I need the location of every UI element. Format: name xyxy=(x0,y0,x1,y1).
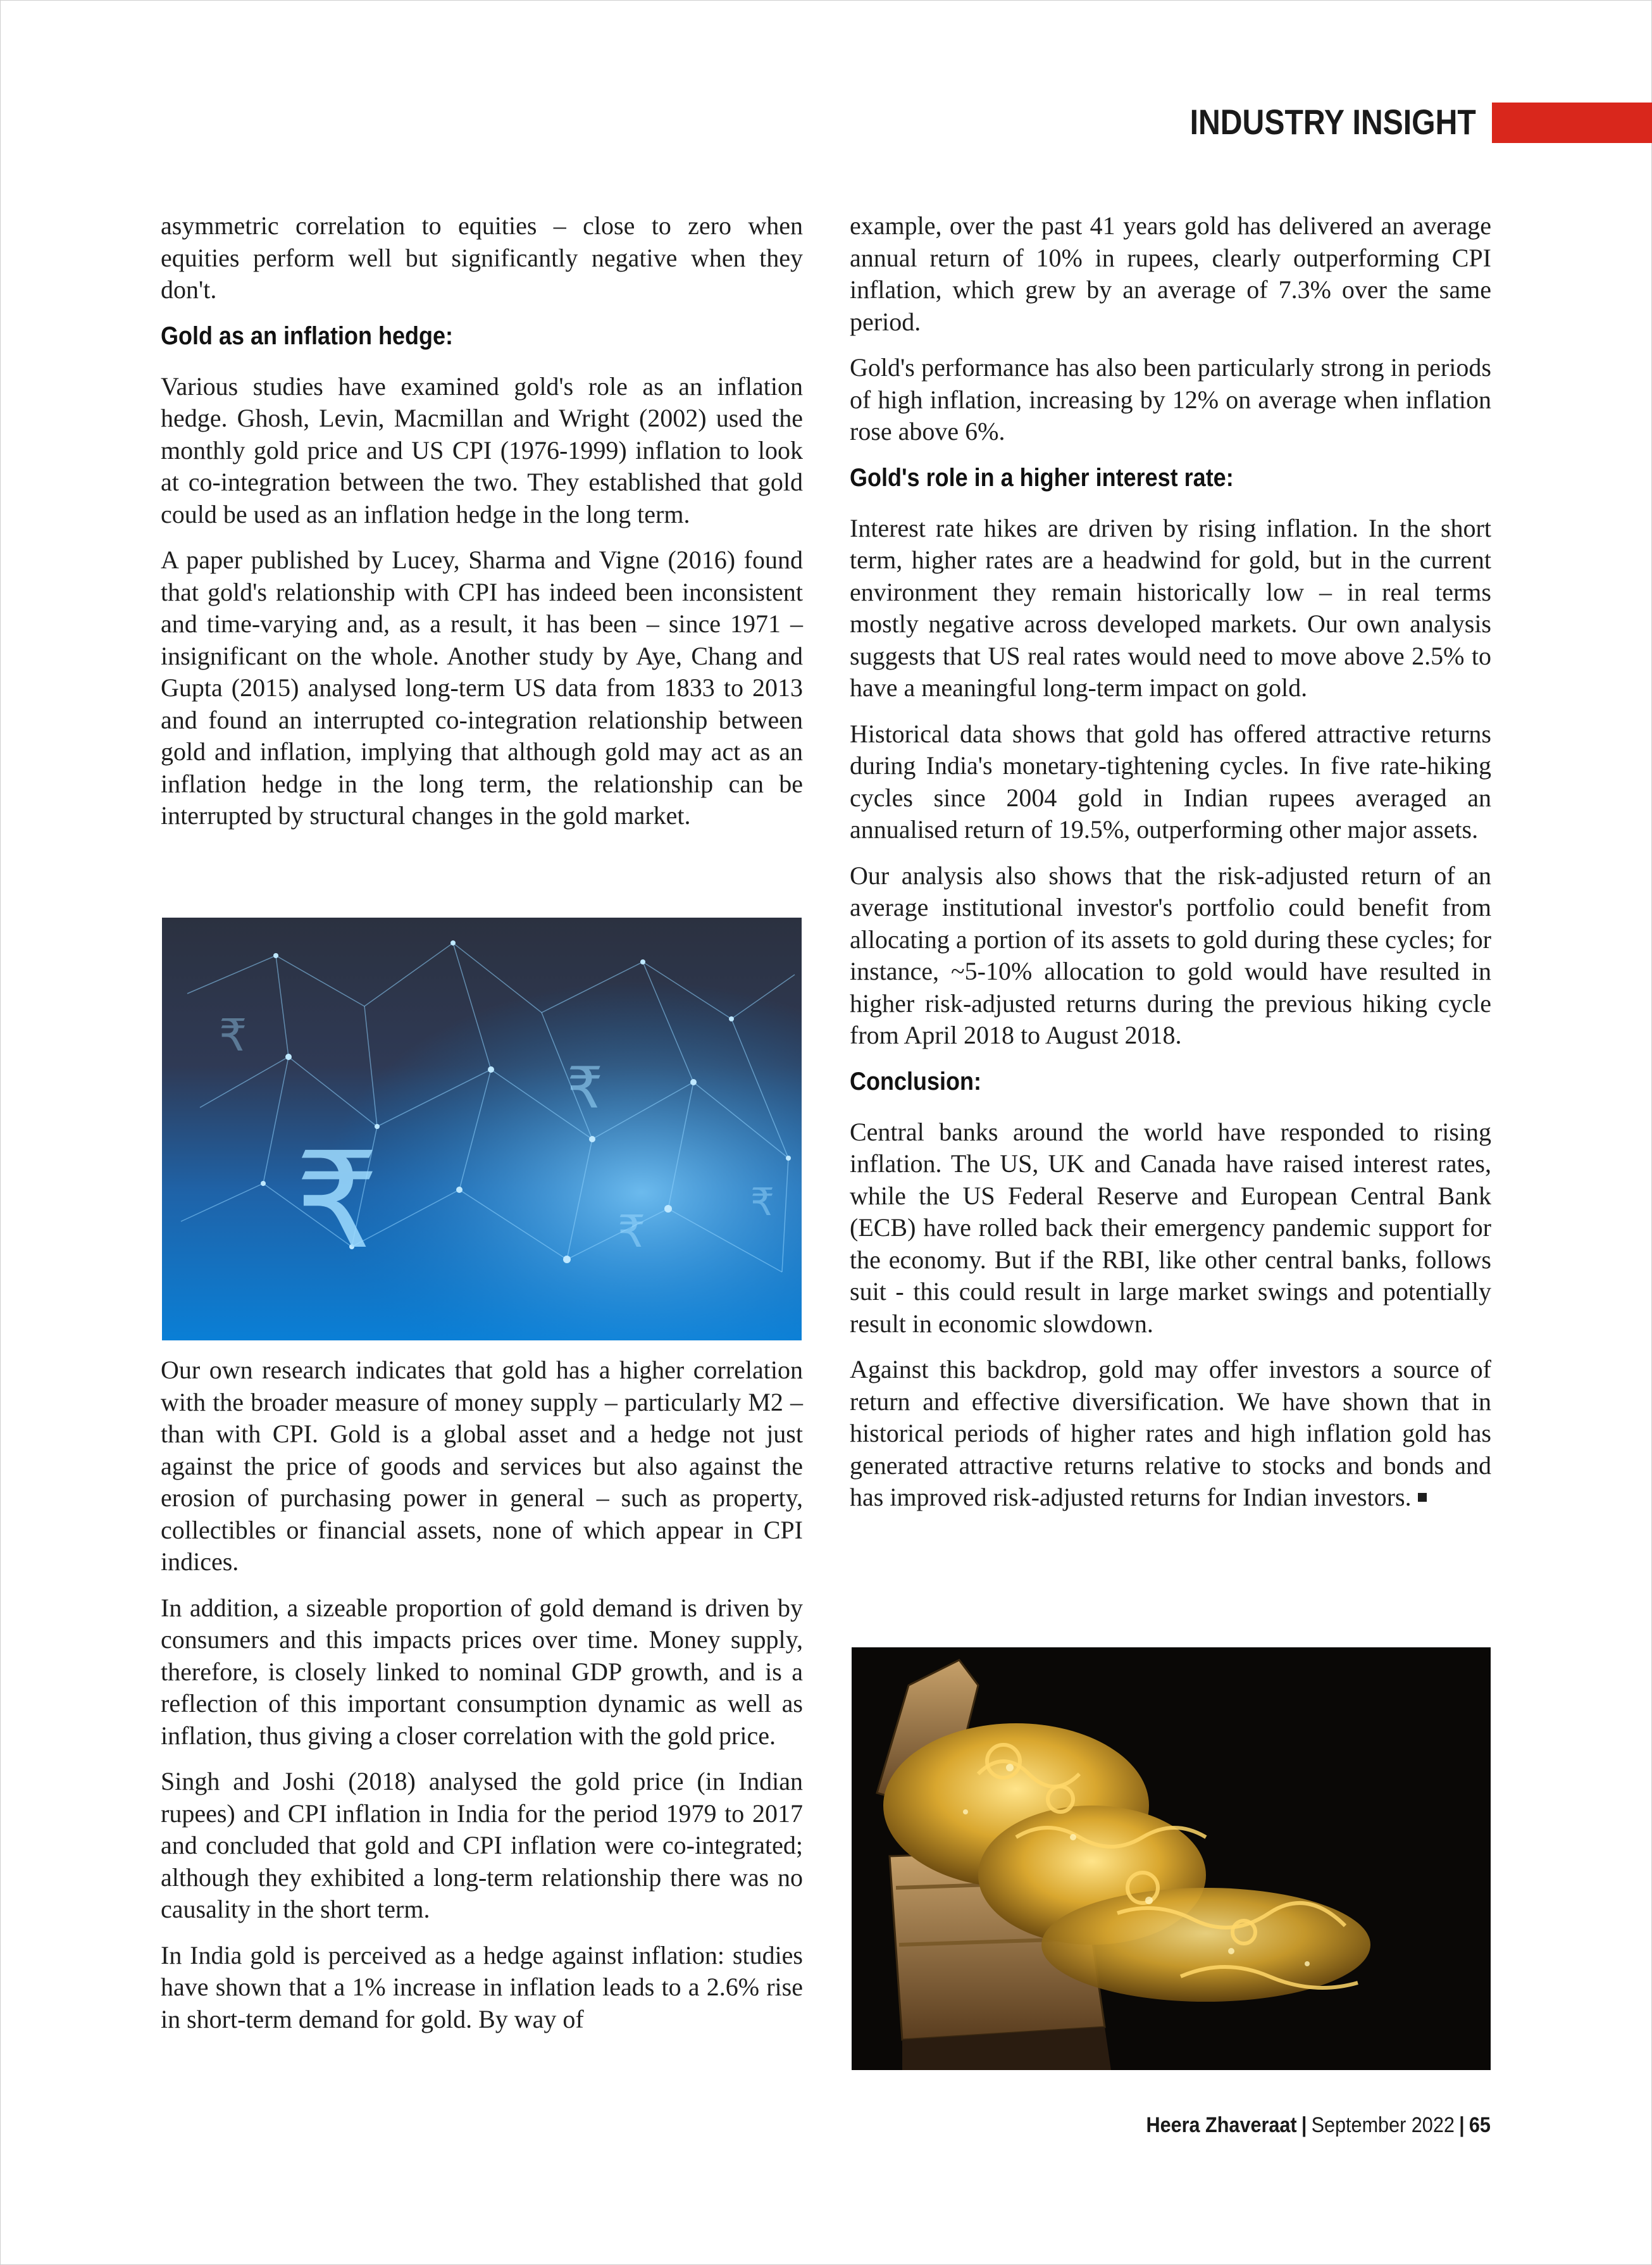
paragraph: asymmetric correlation to equities – close to zero when equities perform well but significantly negative when they don't. xyxy=(161,211,803,304)
right-column xyxy=(850,210,1491,1528)
gold-treasure-image xyxy=(852,1647,1491,2070)
rupee-network-illustration xyxy=(162,918,802,1340)
left-column xyxy=(161,210,803,846)
paragraph: A paper published by Lucey, Sharma and Vigne (2016) found that gold's relationship with CPI has indeed been inconsistent and time-varying and, as a result, it has been – since 1971 – insignificant on the whole. Another study by Aye, Chang and Gupta (2015) analysed long-term US data from 1833 to 2013 and found an interrupted co-integration relationship between gold and inflation, implying that although gold may act as an inflation hedge in the long term, the relationship can be interrupted by structural changes in the gold market. xyxy=(161,546,803,830)
gold-treasure-chest-photo xyxy=(852,1647,1491,2070)
subheading: Conclusion: xyxy=(850,1067,981,1095)
paragraph xyxy=(850,1354,1491,1514)
magazine-name: Heera Zhaveraat xyxy=(1146,2113,1297,2137)
rupee-symbol-small: ₹ xyxy=(567,1055,604,1121)
paragraph: In addition, a sizeable proportion of gold demand is driven by consumers and this impacts prices over time. Money supply, therefore, is closely linked to nominal GDP growth, and is a reflection of this important consumption dynamic as well as inflation, thus giving a closer correlation with the gold price. xyxy=(161,1593,803,1750)
paragraph: Our own research indicates that gold has a higher correlation with the broader measure of money supply – particularly M2 – than with CPI. Gold is a global asset and a hedge not just against the price of goods and services but also against the erosion of purchasing power in general – such as property, collectibles or financial assets, none of which appear in CPI indices. xyxy=(161,1356,803,1576)
section-label: INDUSTRY INSIGHT xyxy=(1189,102,1476,142)
paragraph: Various studies have examined gold's role as an inflation hedge. Ghosh, Levin, Macmillan and Wright (2002) used the monthly gold price and US CPI (1976-1999) inflation to look at co-integration between the two. They established that gold could be used as an inflation hedge in the long term. xyxy=(161,371,803,528)
paragraph: Our analysis also shows that the risk-adjusted return of an average institutional investor's portfolio could benefit from allocating a portion of its assets to gold during these cycles; for instance, ~5-10% allocation to gold would have resulted in higher risk-adjusted returns during the previous hiking cycle from April 2018 to August 2018. xyxy=(850,861,1491,1049)
page-footer xyxy=(1146,2111,1491,2139)
left-column-continued xyxy=(161,1354,803,2049)
subheading: Gold as an inflation hedge: xyxy=(161,321,454,350)
footer-separator: | xyxy=(1301,2113,1307,2137)
paragraph: example, over the past 41 years gold has delivered an average annual return of 10% in rupees, clearly outperforming CPI inflation, which grew by an average of 7.3% over the same period. xyxy=(850,211,1491,336)
end-of-article-mark xyxy=(1418,1493,1427,1502)
rupee-symbol-small: ₹ xyxy=(219,1009,247,1061)
section-accent-bar xyxy=(1492,103,1652,143)
paragraph: Historical data shows that gold has offered attractive returns during India's monetary-tightening cycles. In five rate-hiking cycles since 2004 gold in Indian rupees averaged an annualised return of 19.5%, outperforming other major assets. xyxy=(850,719,1491,844)
paragraph: In India gold is perceived as a hedge against inflation: studies have shown that a 1% increase in inflation leads to a 2.6% rise in short-term demand for gold. By way of xyxy=(161,1940,803,2033)
page-number: 65 xyxy=(1469,2113,1491,2137)
paragraph: Interest rate hikes are driven by rising inflation. In the short term, higher rates are a headwind for gold, but in the current environment they remain historically low – in real terms mostly negative across developed markets. Our own analysis suggests that US real rates would need to move above 2.5% to have a meaningful long-term impact on gold. xyxy=(850,513,1491,702)
paragraph: Central banks around the world have responded to rising inflation. The US, UK and Canada have raised interest rates, while the US Federal Reserve and European Central Bank (ECB) have rolled back their emergency pandemic support for the economy. But if the RBI, like other central banks, follows suit - this could result in large market swings and potentially result in economic slowdown. xyxy=(850,1117,1491,1338)
rupee-symbol-small: ₹ xyxy=(618,1206,646,1257)
footer-separator: | xyxy=(1459,2113,1465,2137)
issue-date: September 2022 xyxy=(1311,2113,1455,2137)
rupee-network-image xyxy=(162,918,802,1340)
rupee-symbol-large: ₹ xyxy=(295,1123,380,1278)
subheading: Gold's role in a higher interest rate: xyxy=(850,463,1234,492)
paragraph: Gold's performance has also been particularly strong in periods of high inflation, increasing by 12% on average when inflation rose above 6%. xyxy=(850,353,1491,446)
rupee-symbol-small: ₹ xyxy=(750,1180,775,1225)
paragraph-text: Against this backdrop, gold may offer investors a source of return and effective diversification. We have shown that in historical periods of higher rates and high inflation gold has generated attractive returns relative to stocks and bonds and has improved risk-adjusted returns for Indian investors. xyxy=(850,1355,1491,1511)
paragraph: Singh and Joshi (2018) analysed the gold price (in Indian rupees) and CPI inflation in India for the period 1979 to 2017 and concluded that gold and CPI inflation were co-integrated; although they exhibited a long-term relationship there was no causality in the short term. xyxy=(161,1767,803,1923)
